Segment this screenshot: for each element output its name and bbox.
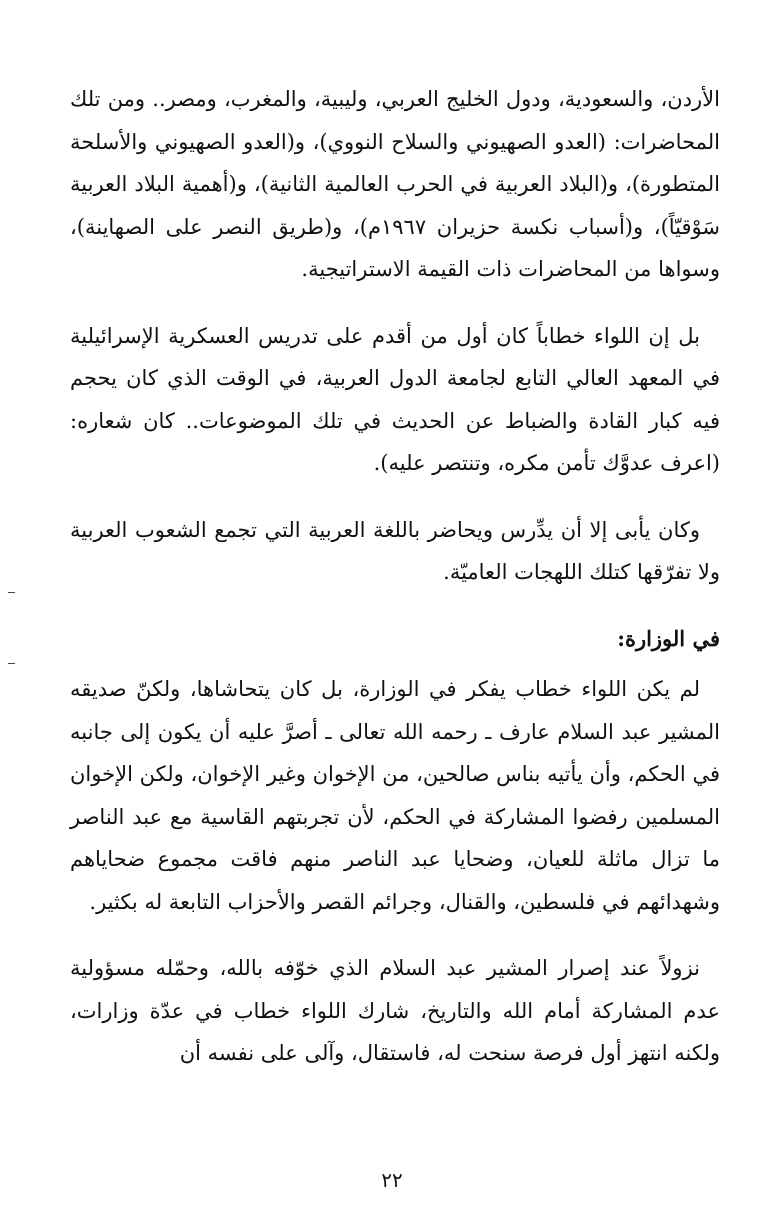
paragraph-arabic-language: وكان يأبى إلا أن يدِّرس ويحاضر باللغة العربية التي تجمع الشعوب العربية ولا تفرّقها كتلك اللهجات العاميّة. <box>70 517 720 584</box>
page-body <box>70 78 720 1075</box>
margin-mark <box>8 592 15 593</box>
paragraph-israeli-military-teaching: بل إن اللواء خطاباً كان أول من أقدم على تدريس العسكرية الإسرائيلية في المعهد العالي التابع لجامعة الدول العربية، في الوقت الذي كان يحجم فيه كبار القادة والضباط عن الحديث في تلك الموضوعات.. كان شعاره: (اعرف عدوَّك تأمن مكره، وتنتصر عليه). <box>70 323 720 475</box>
paragraph-ministry-refusal: لم يكن اللواء خطاب يفكر في الوزارة، بل كان يتحاشاها، ولكنّ صديقه المشير عبد السلام عارف ـ رحمه الله تعالى ـ أصرَّ عليه أن يكون إلى جانبه في الحكم، وأن يأتيه بناس صالحين، من الإخوان وغير الإخوان، ولكن الإخوان المسلمين رفضوا المشاركة في الحكم، لأن تجربتهم القاسية مع عبد الناصر ما تزال ماثلة للعيان، وضحايا عبد الناصر منهم فاقت مجموع ضحاياهم وشهدائهم في فلسطين، والقنال، وجرائم القصر والأحزاب التابعة له بكثير. <box>70 677 720 914</box>
margin-mark <box>8 663 15 664</box>
section-heading-ministry: في الوزارة: <box>617 625 720 651</box>
paragraph-ministry-participation: نزولاً عند إصرار المشير عبد السلام الذي خوّفه بالله، وحمّله مسؤولية عدم المشاركة أمام الله والتاريخ، شارك اللواء خطاب في عدّة وزارات، ولكنه انتهز أول فرصة سنحت له، فاستقال، وآلى على نفسه أن <box>70 956 720 1065</box>
page-number: ٢٢ <box>381 1168 403 1192</box>
paragraph-lectures: الأردن، والسعودية، ودول الخليج العربي، وليبية، والمغرب، ومصر.. ومن تلك المحاضرات: (العدو الصهيوني والسلاح النووي)، و(العدو الصهيوني والأسلحة المتطورة)، و(البلاد العربية في الحرب العالمية الثانية)، و(أهمية البلاد العربية سَوْقيّاً)، و(أسباب نكسة حزيران ١٩٦٧م)، و(طريق النصر على الصهاينة)، وسواها من المحاضرات ذات القيمة الاستراتيجية. <box>70 87 720 281</box>
